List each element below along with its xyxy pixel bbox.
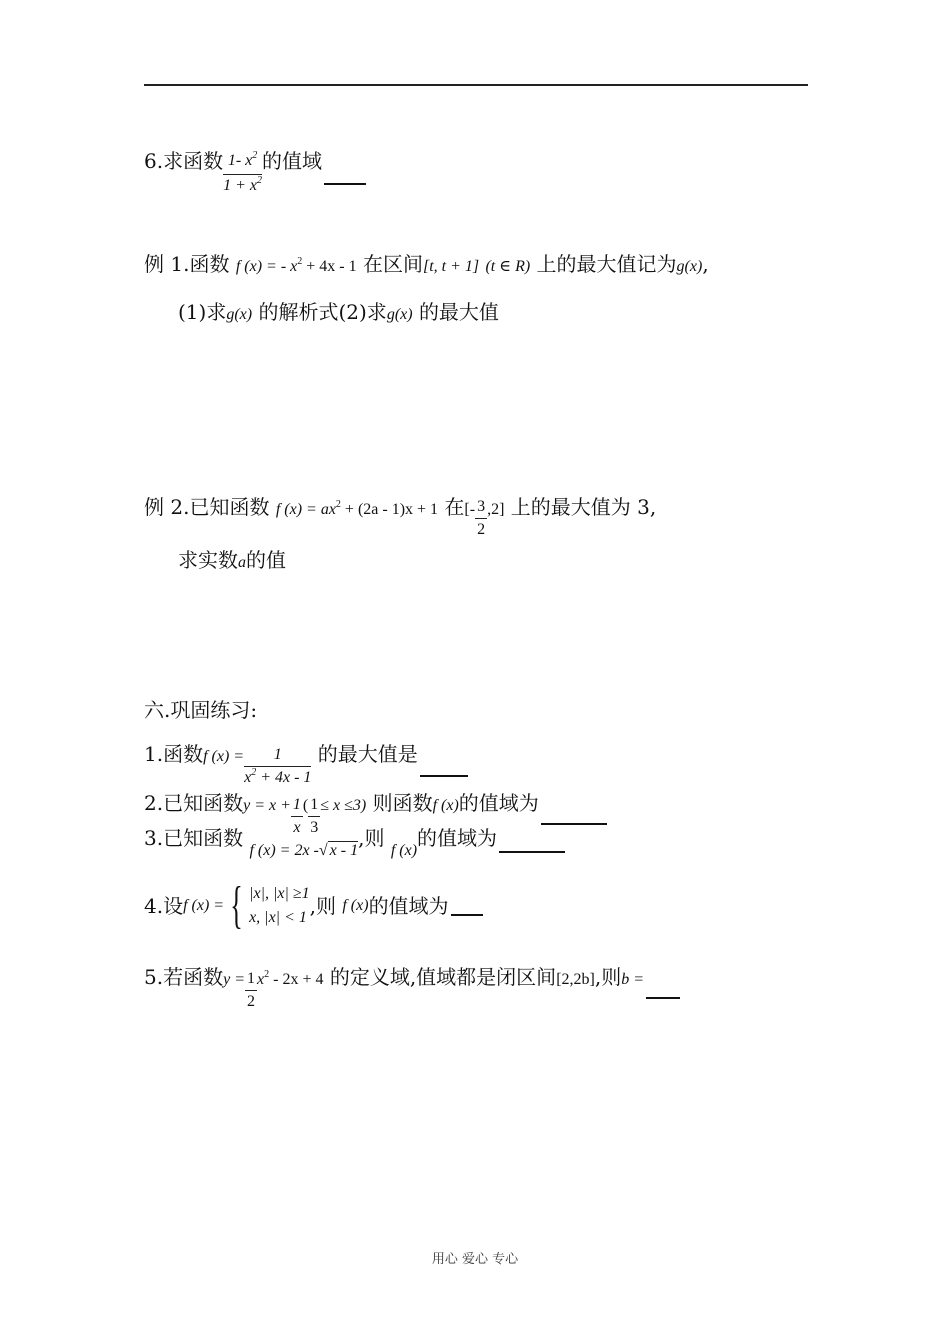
- practice-2-mid: 则函数: [372, 791, 433, 815]
- answer-blank[interactable]: [541, 823, 607, 825]
- function-expression: f (x) = 2x -: [249, 842, 319, 859]
- practice-1-fraction: [244, 746, 311, 789]
- fraction-numerator: 1: [244, 746, 311, 767]
- question-6-label: 6.求函数: [144, 149, 224, 173]
- practice-3: [144, 826, 565, 859]
- question-6-fraction: [223, 152, 262, 197]
- fraction-denominator: 2: [247, 993, 255, 1010]
- example-2-line-1: [144, 488, 657, 538]
- example-1-part-2-tail: 的最大值: [418, 300, 499, 324]
- fraction-denominator: x: [293, 819, 301, 836]
- practice-5-fraction: [245, 970, 257, 1011]
- example-2-line-2-tail: 的值: [246, 548, 286, 572]
- variable-x: x: [257, 971, 265, 988]
- practice-3-mid: ,则: [358, 826, 385, 850]
- question-6-tail: 的值域: [262, 149, 322, 173]
- fraction-denominator: 3: [310, 819, 319, 836]
- interval-fraction: [475, 498, 487, 539]
- practice-1-label: 1.函数: [144, 742, 204, 766]
- function-expression: f (x) =: [183, 897, 225, 914]
- fraction-numerator: 1: [308, 796, 320, 817]
- fraction-numerator: 1- x: [227, 152, 253, 169]
- answer-blank[interactable]: [324, 183, 366, 185]
- answer-blank[interactable]: [499, 851, 565, 853]
- function-name: f (x): [342, 897, 369, 914]
- example-2-tail: 上的最大值为 3,: [510, 495, 657, 519]
- practice-5: [144, 958, 680, 1010]
- condition: (t ∈ R): [485, 258, 531, 275]
- function-expression-rest: - 2x + 4: [269, 971, 324, 988]
- answer-blank[interactable]: [420, 775, 468, 777]
- exponent: 2: [252, 150, 258, 161]
- variable-a: a: [238, 554, 246, 571]
- piecewise-case-2: x, |x| < 1: [249, 909, 307, 926]
- fraction-numerator: 1: [245, 970, 257, 991]
- sqrt-expression: √ x - 1: [318, 842, 359, 859]
- function-expression-rest: + 4x - 1: [302, 258, 357, 275]
- example-2-line-2: [178, 548, 286, 575]
- practice-1: [144, 734, 468, 786]
- function-expression: f (x) =: [203, 748, 245, 765]
- piecewise-cases: [249, 882, 310, 930]
- g-function: g(x): [386, 306, 413, 323]
- example-1-line-1: [144, 252, 709, 281]
- example-2-line-2-label: 求实数: [178, 548, 238, 572]
- practice-2-tail: 的值域为: [458, 791, 539, 815]
- comma: ,: [702, 252, 709, 276]
- interval-open: [-: [464, 501, 476, 518]
- exponent: 2: [257, 175, 262, 186]
- sqrt-radicand: x - 1: [329, 842, 359, 859]
- range-condition: ≤ x ≤3): [320, 797, 367, 814]
- example-1-part-2: 的解析式(2)求: [258, 300, 387, 324]
- variable-b: b =: [621, 971, 644, 988]
- g-function: g(x): [226, 306, 253, 323]
- interval: [2,2b]: [556, 971, 595, 988]
- example-1-tail: 上的最大值记为: [536, 252, 677, 276]
- practice-title: 六.巩固练习:: [144, 698, 258, 722]
- function-expression-rest: + (2a - 1)x + 1: [340, 501, 439, 518]
- function-expression: y = x +: [243, 797, 291, 814]
- practice-5-tail: ,则: [594, 965, 622, 989]
- example-1-part-1: (1)求: [178, 300, 227, 324]
- example-2-at: 在: [444, 495, 465, 519]
- fraction-numerator: 3: [475, 498, 487, 519]
- example-1-label: 例 1.函数: [144, 252, 230, 276]
- function-name: f (x): [432, 797, 459, 814]
- function-expression: y =: [223, 971, 245, 988]
- practice-4: [144, 877, 483, 934]
- example-1-line-2: [178, 300, 499, 327]
- fraction-numerator: 1: [291, 796, 303, 817]
- practice-2: [144, 784, 607, 836]
- practice-3-tail: 的值域为: [417, 826, 498, 850]
- piecewise-brace: {: [230, 877, 243, 934]
- practice-1-tail: 的最大值是: [317, 742, 418, 766]
- example-2-label: 例 2.已知函数: [144, 495, 270, 519]
- practice-5-mid: 的定义域,值域都是闭区间: [329, 965, 557, 989]
- function-expression: f (x) = ax: [275, 501, 336, 518]
- header-rule: [144, 84, 808, 86]
- exponent: 2: [264, 969, 270, 980]
- paren-open: (: [302, 797, 309, 814]
- question-6: [144, 140, 366, 194]
- fraction-denominator: 1 + x: [223, 177, 257, 194]
- exponent: 2: [251, 767, 257, 778]
- g-function: g(x): [676, 258, 703, 275]
- function-name: f (x): [390, 842, 418, 859]
- practice-4-label: 4.设: [144, 894, 184, 918]
- practice-4-mid: ,则: [309, 894, 336, 918]
- practice-4-tail: 的值域为: [368, 894, 449, 918]
- interval: [t, t + 1]: [422, 258, 480, 275]
- footer-text: 用心 爱心 专心: [431, 1252, 519, 1267]
- answer-blank[interactable]: [451, 896, 483, 916]
- fraction-denominator-rest: + 4x - 1: [256, 769, 312, 786]
- fraction-denominator: x: [244, 769, 252, 786]
- example-1-mid: 在区间: [362, 252, 423, 276]
- piecewise-case-1: |x|, |x| ≥1: [249, 885, 310, 902]
- fraction-denominator: 2: [477, 521, 486, 538]
- exponent: 2: [297, 256, 303, 267]
- practice-3-label: 3.已知函数: [144, 826, 244, 850]
- interval-close: ,2]: [487, 501, 505, 518]
- exponent: 2: [335, 499, 341, 510]
- practice-2-label: 2.已知函数: [144, 791, 244, 815]
- function-expression: f (x) = - x: [235, 258, 298, 275]
- practice-5-label: 5.若函数: [144, 965, 224, 989]
- answer-blank[interactable]: [646, 997, 680, 999]
